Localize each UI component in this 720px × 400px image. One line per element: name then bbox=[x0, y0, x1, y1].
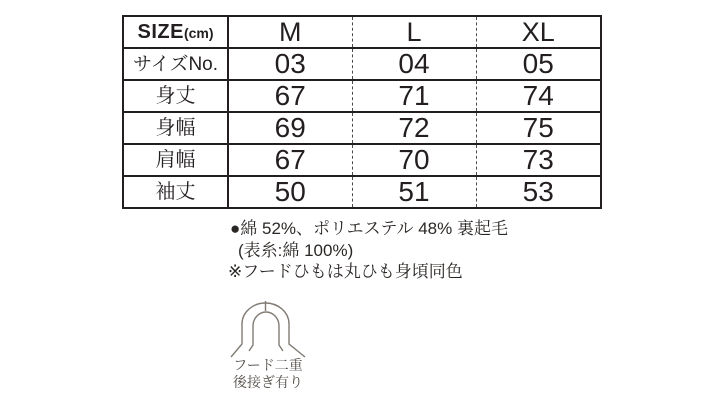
column-header-m: M bbox=[228, 16, 352, 48]
table-row bbox=[123, 48, 601, 80]
table-row bbox=[123, 112, 601, 144]
hood-caption-line2: 後接ぎ有り bbox=[233, 374, 303, 390]
size-value: 72 bbox=[352, 112, 476, 144]
size-value: 53 bbox=[476, 176, 601, 208]
column-header-l: L bbox=[352, 16, 476, 48]
material-subnote: (表糸:綿 100%) bbox=[238, 240, 354, 260]
material-note: ●綿 52%、ポリエステル 48% 裏起毛 bbox=[230, 219, 508, 238]
hood-diagram-icon bbox=[228, 297, 310, 361]
size-value: 67 bbox=[228, 80, 352, 112]
table-row bbox=[123, 176, 601, 208]
row-label-sleeve-length: 袖丈 bbox=[123, 176, 228, 208]
spec-notes bbox=[228, 218, 508, 283]
size-header-cell bbox=[123, 16, 228, 48]
size-value: 04 bbox=[352, 48, 476, 80]
size-value: 73 bbox=[476, 144, 601, 176]
table-row bbox=[123, 144, 601, 176]
size-value: 67 bbox=[228, 144, 352, 176]
row-label-body-width: 身幅 bbox=[123, 112, 228, 144]
size-chart-table bbox=[122, 15, 602, 209]
size-value: 75 bbox=[476, 112, 601, 144]
hood-string-note: ※フードひもは丸ひも身頃同色 bbox=[228, 262, 463, 281]
size-title: SIZE bbox=[137, 21, 184, 43]
row-label-body-length: 身丈 bbox=[123, 80, 228, 112]
column-header-xl: XL bbox=[476, 16, 601, 48]
hood-outer-line bbox=[231, 303, 305, 357]
hood-caption bbox=[222, 357, 314, 391]
hood-inner-line bbox=[249, 312, 283, 351]
size-unit: (cm) bbox=[183, 25, 214, 41]
size-value: 74 bbox=[476, 80, 601, 112]
hood-caption-line1: フード二重 bbox=[233, 357, 303, 373]
size-value: 71 bbox=[352, 80, 476, 112]
size-value: 51 bbox=[352, 176, 476, 208]
size-value: 50 bbox=[228, 176, 352, 208]
row-label-shoulder-width: 肩幅 bbox=[123, 144, 228, 176]
row-label-size-no: サイズNo. bbox=[123, 48, 228, 80]
size-value: 70 bbox=[352, 144, 476, 176]
size-value: 03 bbox=[228, 48, 352, 80]
size-value: 05 bbox=[476, 48, 601, 80]
table-header-row bbox=[123, 16, 601, 48]
size-value: 69 bbox=[228, 112, 352, 144]
table-row bbox=[123, 80, 601, 112]
